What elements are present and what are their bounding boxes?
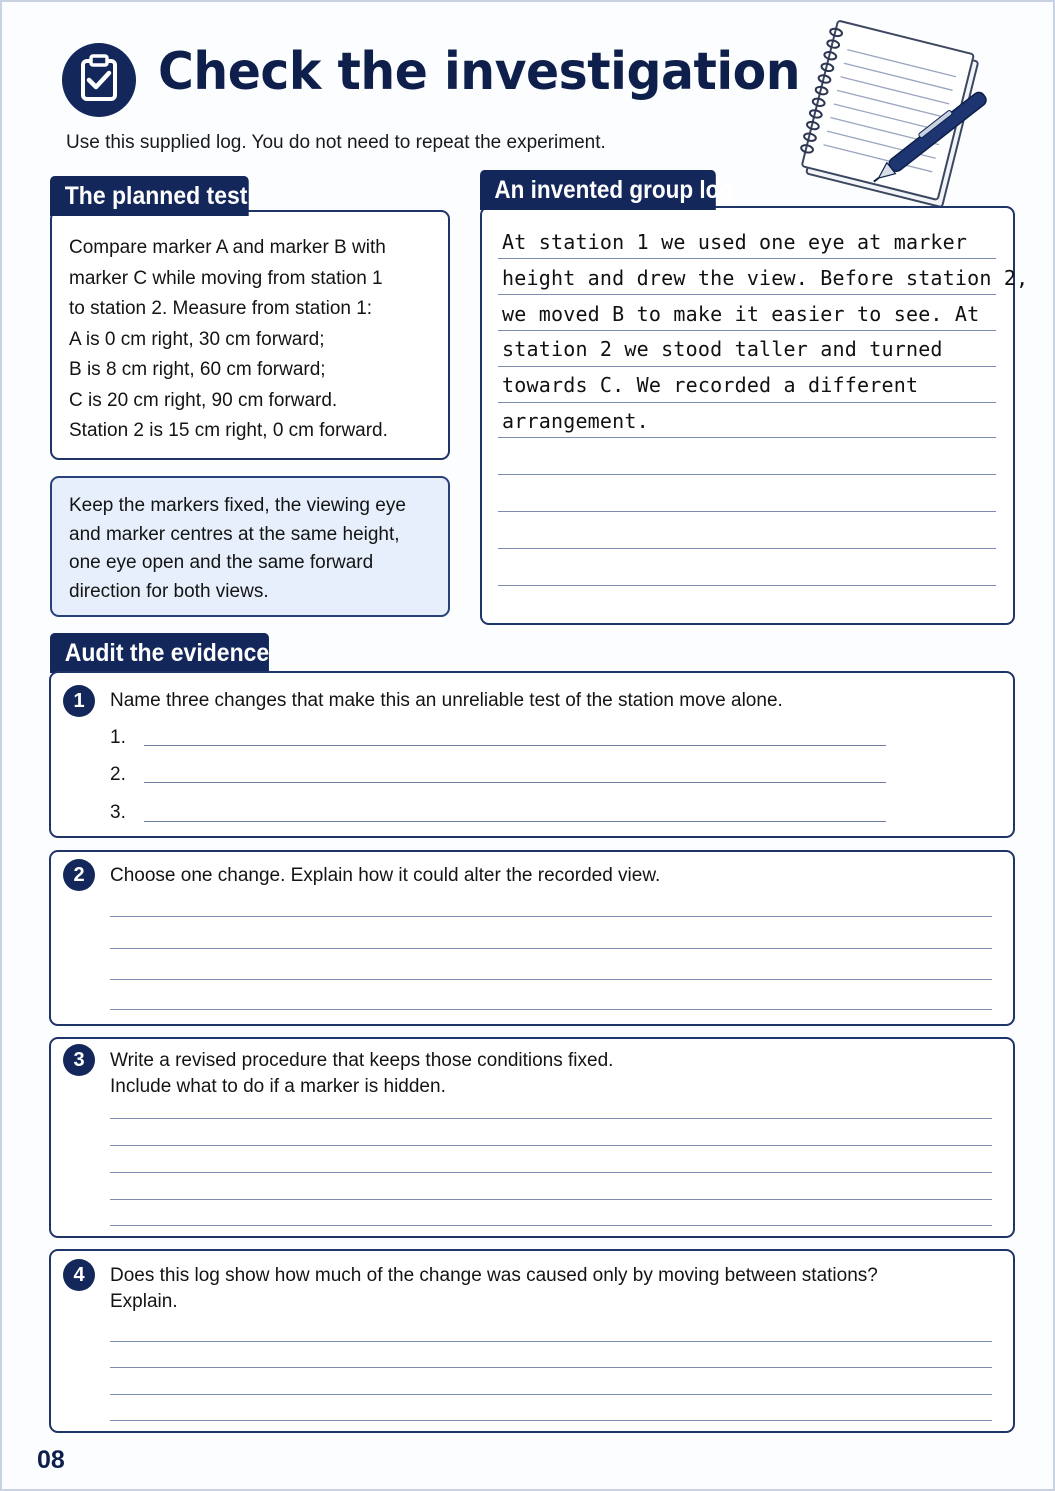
log-rule-line	[498, 366, 996, 367]
group-log-line: height and drew the view. Before station 2,	[502, 266, 1029, 290]
planned-test-line: B is 8 cm right, 60 cm forward;	[69, 359, 326, 380]
question-number: 3	[63, 1044, 95, 1076]
intro-text: Use this supplied log. You do not need to repeat the experiment.	[66, 132, 606, 153]
log-rule-line	[498, 402, 996, 403]
planned-test-text	[69, 233, 388, 447]
answer-line[interactable]	[110, 1341, 992, 1342]
answer-line[interactable]	[110, 1225, 992, 1226]
answer-line[interactable]	[144, 745, 886, 746]
planned-test-line: marker C while moving from station 1	[69, 267, 383, 289]
question-text: Does this log show how much of the change was caused only by moving between stations?	[110, 1265, 878, 1286]
planned-test-line: to station 2. Measure from station 1:	[69, 298, 373, 319]
question-text: Write a revised procedure that keeps those conditions fixed.	[110, 1050, 614, 1071]
conditions-note-line: direction for both views.	[69, 580, 269, 602]
answer-line[interactable]	[110, 1009, 992, 1010]
page-number: 08	[37, 1446, 65, 1474]
question-text: Include what to do if a marker is hidden.	[110, 1076, 446, 1097]
log-rule-line	[498, 258, 996, 259]
notepad-with-pen-icon	[770, 20, 1002, 216]
page-title: Check the investigation	[158, 42, 801, 102]
conditions-note-line: one eye open and the same forward	[69, 552, 374, 573]
answer-line[interactable]	[144, 782, 886, 783]
log-rule-line	[498, 437, 996, 438]
answer-enumerator: 2.	[110, 764, 126, 785]
group-log-line: arrangement.	[502, 409, 649, 433]
log-rule-line	[498, 511, 996, 512]
planned-test-line: Station 2 is 15 cm right, 0 cm forward.	[69, 420, 388, 441]
answer-line[interactable]	[110, 1420, 992, 1421]
question-number: 4	[63, 1259, 95, 1291]
question-text: Name three changes that make this an unreliable test of the station move alone.	[110, 690, 783, 711]
planned-test-line: Compare marker A and marker B with	[69, 237, 386, 258]
log-rule-line	[498, 294, 996, 295]
answer-enumerator: 1.	[110, 727, 126, 748]
conditions-note-line: Keep the markers fixed, the viewing eye	[69, 495, 406, 516]
group-log-line: At station 1 we used one eye at marker	[502, 230, 968, 254]
answer-line[interactable]	[144, 821, 886, 822]
planned-test-line: A is 0 cm right, 30 cm forward;	[69, 328, 325, 350]
group-log-line: we moved B to make it easier to see. At	[502, 302, 980, 326]
log-rule-line	[498, 548, 996, 549]
clipboard-check-icon	[62, 43, 136, 117]
log-rule-line	[498, 585, 996, 586]
question-text: Explain.	[110, 1291, 178, 1312]
answer-line[interactable]	[110, 979, 992, 980]
answer-line[interactable]	[110, 1172, 992, 1173]
conditions-note-line: and marker centres at the same height,	[69, 523, 400, 545]
answer-line[interactable]	[110, 1145, 992, 1146]
answer-line[interactable]	[110, 916, 992, 917]
log-rule-line	[498, 474, 996, 475]
answer-line[interactable]	[110, 948, 992, 949]
answer-line[interactable]	[110, 1367, 992, 1368]
log-rule-line	[498, 330, 996, 331]
answer-enumerator: 3.	[110, 802, 126, 823]
group-log-line: towards C. We recorded a different	[502, 373, 919, 397]
group-log-tab: An invented group log	[480, 170, 716, 210]
planned-test-line: C is 20 cm right, 90 cm forward.	[69, 389, 338, 411]
audit-tab: Audit the evidence	[50, 633, 269, 673]
question-text: Choose one change. Explain how it could alter the recorded view.	[110, 865, 661, 886]
conditions-note-text	[69, 492, 406, 606]
question-number: 1	[63, 685, 95, 717]
planned-test-tab: The planned test	[50, 176, 249, 216]
answer-line[interactable]	[110, 1394, 992, 1395]
group-log-line: station 2 we stood taller and turned	[502, 337, 943, 361]
answer-line[interactable]	[110, 1118, 992, 1119]
answer-line[interactable]	[110, 1199, 992, 1200]
question-number: 2	[63, 859, 95, 891]
